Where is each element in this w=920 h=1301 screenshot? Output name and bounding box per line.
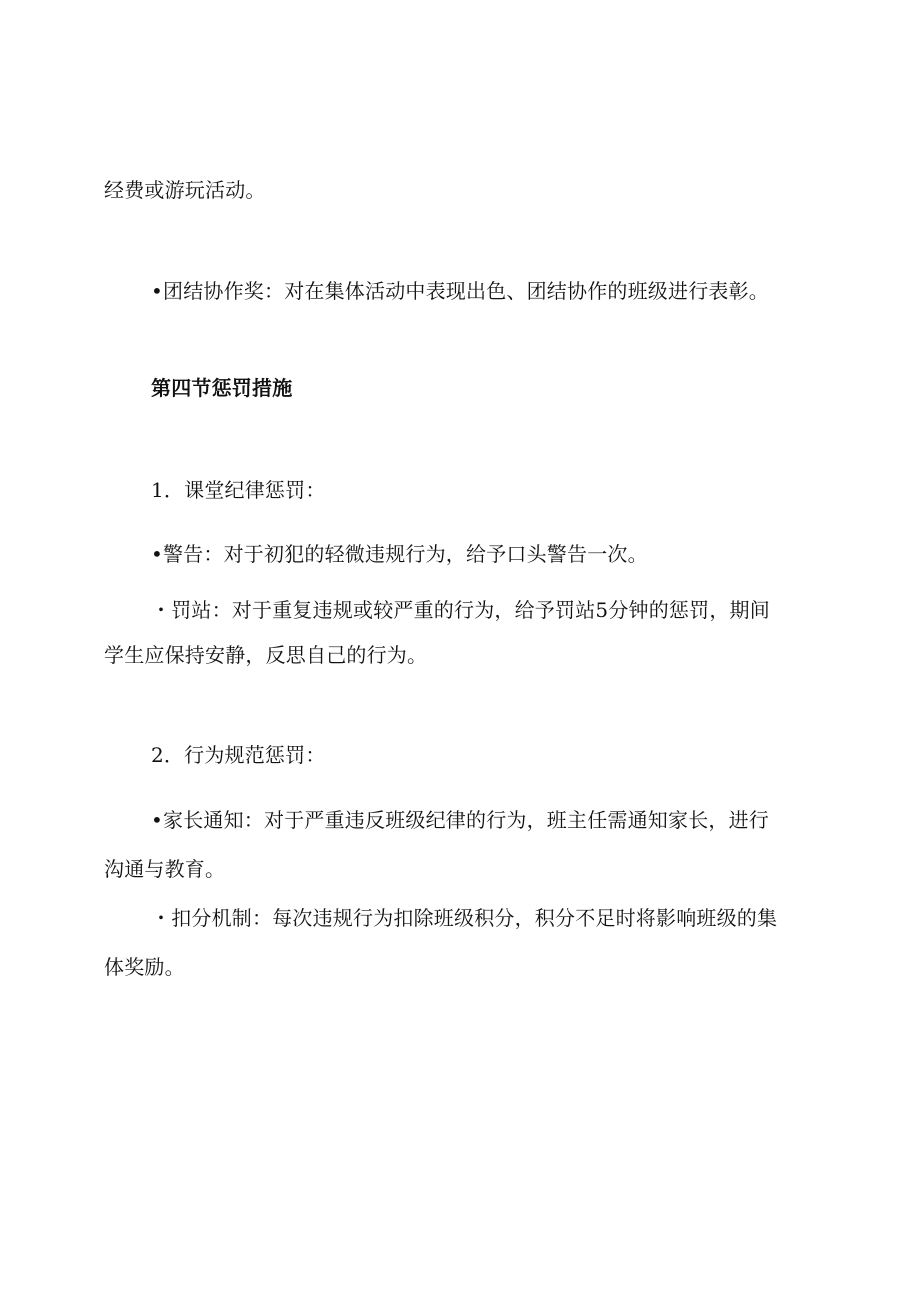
bullet-standing-penalty-continued: 学生应保持安静，反思自己的行为。 [104,643,428,667]
bullet-point-deduction: ・扣分机制：每次违规行为扣除班级积分，积分不足时将影响班级的集 [151,906,778,930]
bullet-parent-notification-continued: 沟通与教育。 [104,857,226,881]
bullet-point-deduction-continued: 体奖励。 [104,955,185,979]
bullet-unity-award: •团结协作奖：对在集体活动中表现出色、团结协作的班级进行表彰。 [151,279,769,303]
bullet-standing-penalty: ・罚站：对于重复违规或较严重的行为，给予罚站5分钟的惩罚，期间 [151,598,770,622]
bullet-warning: •警告：对于初犯的轻微违规行为，给予口头警告一次。 [151,542,648,566]
bullet-parent-notification: •家长通知：对于严重违反班级纪律的行为，班主任需通知家长，进行 [151,808,769,832]
section-heading: 第四节惩罚措施 [151,376,293,400]
subheading-behavior-norms: 2．行为规范惩罚： [151,743,326,767]
paragraph-continuation: 经费或游玩活动。 [104,178,266,202]
subheading-classroom-discipline: 1．课堂纪律惩罚： [151,478,326,502]
